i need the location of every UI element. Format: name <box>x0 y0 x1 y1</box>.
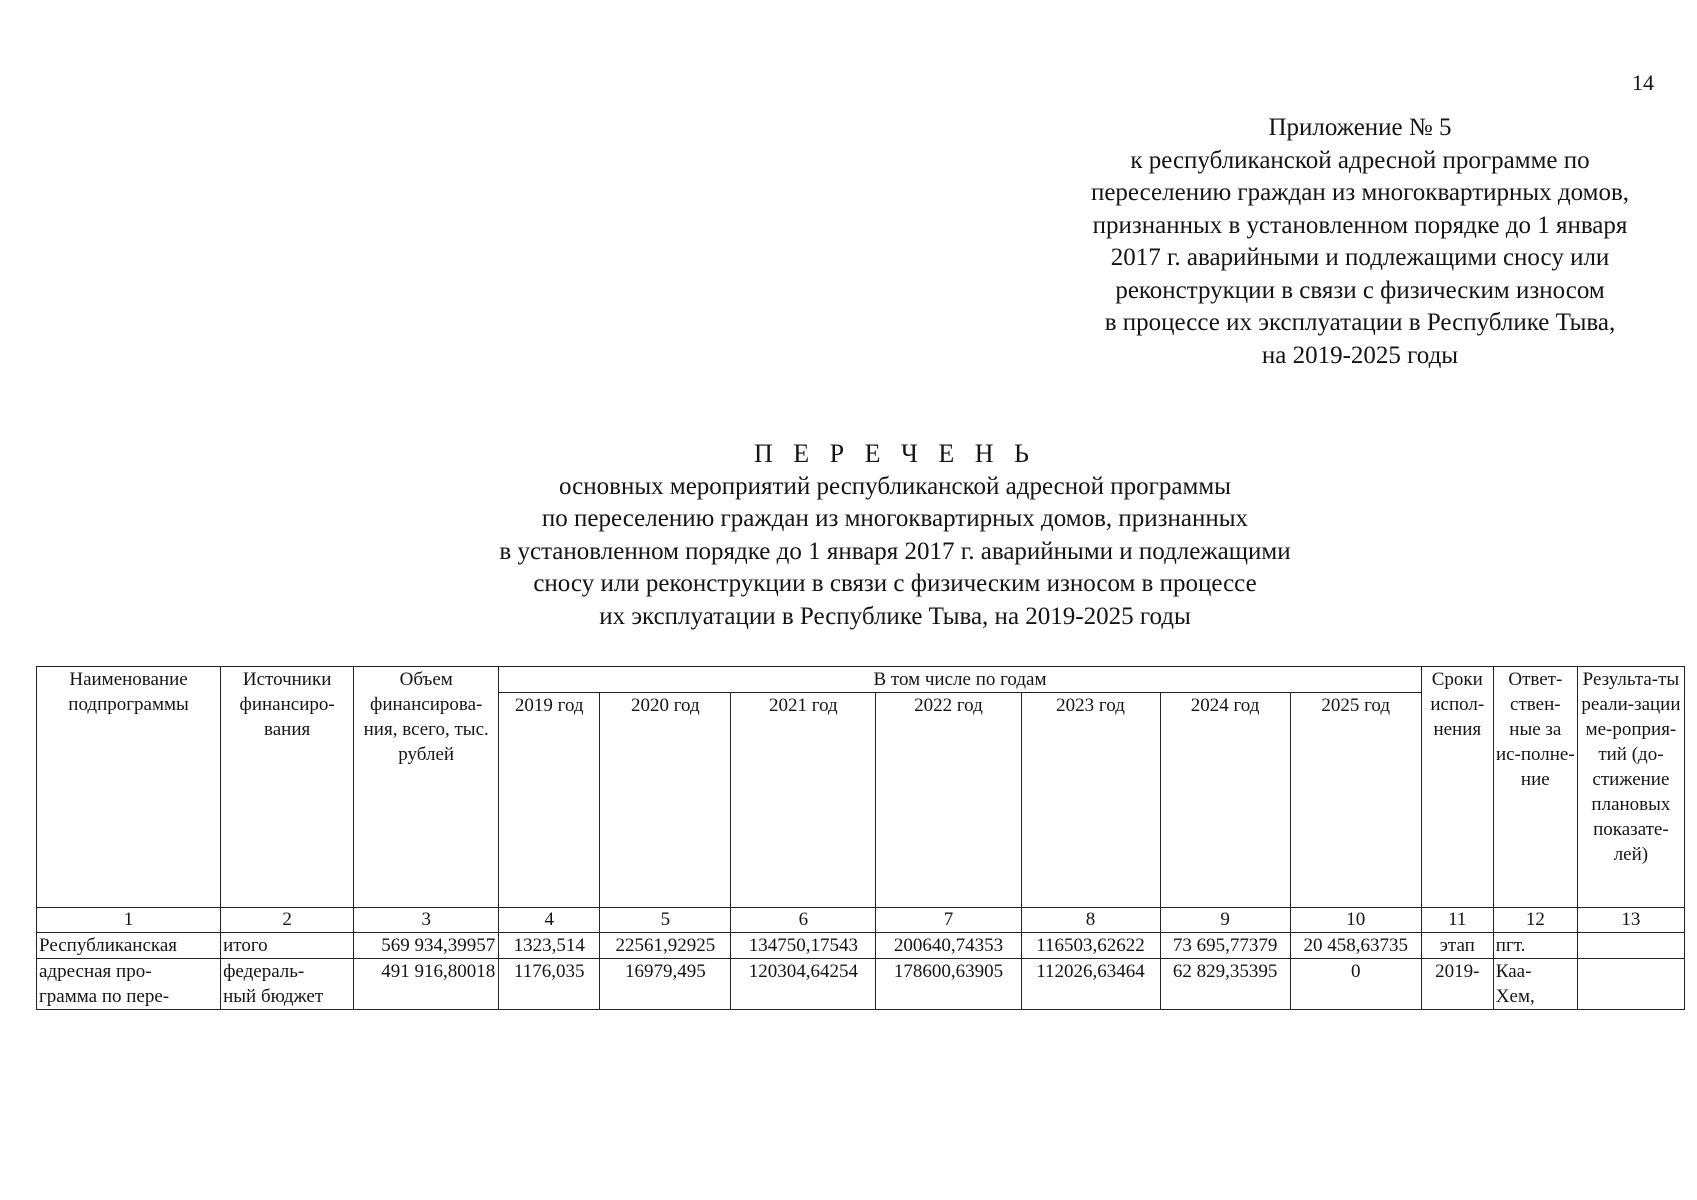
appendix-line: переселению граждан из многоквартирных домов, <box>1090 179 1630 206</box>
column-number: 7 <box>876 908 1021 933</box>
cell-year-value: 1323,514 <box>499 933 600 959</box>
header-responsible: Ответ-ствен-ные за ис-полне-ние <box>1493 667 1577 908</box>
cell-result <box>1577 959 1684 985</box>
appendix-line: на 2019-2025 годы <box>1261 341 1459 369</box>
header-by-years: В том числе по годам <box>499 667 1422 693</box>
cell-year-value: 20 458,63735 <box>1290 933 1421 959</box>
appendix-line: к республиканской адресной программе по <box>1130 146 1590 174</box>
column-number: 1 <box>37 908 221 933</box>
header-deadlines: Сроки испол-нения <box>1421 667 1493 908</box>
table-row <box>37 933 1685 959</box>
appendix-line: 2017 г. аварийными и подлежащими сносу или <box>1110 244 1610 271</box>
cell-total <box>354 984 499 1010</box>
column-number: 4 <box>499 908 600 933</box>
cell-year-value: 134750,17543 <box>731 933 876 959</box>
cell-result <box>1577 933 1684 959</box>
column-number-row <box>37 908 1685 933</box>
appendix-line: реконструкции в связи с физическим износом <box>1115 276 1605 304</box>
measures-table <box>36 666 1685 1010</box>
cell-source: итого <box>221 933 354 959</box>
appendix-line: признанных в установленном порядке до 1 января <box>1092 211 1628 239</box>
cell-year-value: 62 829,35395 <box>1160 959 1290 985</box>
table-row <box>37 959 1685 985</box>
header-year: 2025 год <box>1290 693 1421 908</box>
cell-responsible: Каа- <box>1493 959 1577 985</box>
cell-deadline: этап <box>1421 933 1493 959</box>
header-sources: Источники финансиро-вания <box>221 667 354 908</box>
title-line: основных мероприятий республиканской адресной программы <box>559 472 1231 500</box>
header-year: 2023 год <box>1021 693 1160 908</box>
cell-responsible: Хем, <box>1493 984 1577 1010</box>
appendix-line: в процессе их эксплуатации в Республике Тыва, <box>1104 309 1616 336</box>
cell-deadline: 2019- <box>1421 959 1493 985</box>
cell-year-value <box>600 984 731 1010</box>
title-line: их эксплуатации в Республике Тыва, на 2019-2025 годы <box>599 602 1191 630</box>
cell-year-value <box>876 984 1021 1010</box>
cell-total: 569 934,39957 <box>354 933 499 959</box>
cell-year-value <box>1290 984 1421 1010</box>
cell-year-value: 22561,92925 <box>600 933 731 959</box>
column-number: 10 <box>1290 908 1421 933</box>
title-line: по переселению граждан из многоквартирных домов, признанных <box>541 505 1249 532</box>
header-row-1 <box>37 667 1685 693</box>
column-number: 13 <box>1577 908 1684 933</box>
cell-name: Республиканская <box>37 933 221 959</box>
cell-year-value <box>1021 984 1160 1010</box>
cell-year-value: 1176,035 <box>499 959 600 985</box>
cell-year-value: 112026,63464 <box>1021 959 1160 985</box>
cell-total: 491 916,80018 <box>354 959 499 985</box>
page-number: 14 <box>1632 70 1654 95</box>
header-year: 2022 год <box>876 693 1021 908</box>
column-number: 6 <box>731 908 876 933</box>
title-line: сносу или реконструкции в связи с физическим износом в процессе <box>533 570 1257 597</box>
header-year: 2020 год <box>600 693 731 908</box>
title-line: в установленном порядке до 1 января 2017 г. аварийными и подлежащими <box>499 537 1291 565</box>
header-volume: Объем финансирова-ния, всего, тыс. рублей <box>354 667 499 908</box>
document-title <box>395 438 1395 633</box>
appendix-header <box>1040 112 1680 372</box>
cell-year-value <box>499 984 600 1010</box>
cell-deadline <box>1421 984 1493 1010</box>
header-name: Наименование подпрограммы <box>37 667 221 908</box>
column-number: 8 <box>1021 908 1160 933</box>
column-number: 2 <box>221 908 354 933</box>
cell-year-value: 16979,495 <box>600 959 731 985</box>
cell-source: федераль- <box>221 959 354 985</box>
column-number: 3 <box>354 908 499 933</box>
cell-year-value <box>1160 984 1290 1010</box>
table-row <box>37 984 1685 1010</box>
cell-year-value: 178600,63905 <box>876 959 1021 985</box>
cell-year-value: 116503,62622 <box>1021 933 1160 959</box>
column-number: 9 <box>1160 908 1290 933</box>
header-year: 2024 год <box>1160 693 1290 908</box>
cell-name: адресная про- <box>37 959 221 985</box>
header-year: 2019 год <box>499 693 600 908</box>
column-number: 12 <box>1493 908 1577 933</box>
cell-year-value: 0 <box>1290 959 1421 985</box>
cell-result <box>1577 984 1684 1010</box>
header-results: Результа-ты реали-зации ме-роприя-тий (до-стижение плановых показате-лей) <box>1577 667 1684 908</box>
appendix-line: Приложение № 5 <box>1268 114 1452 141</box>
column-number: 5 <box>600 908 731 933</box>
cell-year-value: 200640,74353 <box>876 933 1021 959</box>
cell-year-value <box>731 984 876 1010</box>
cell-year-value: 120304,64254 <box>731 959 876 985</box>
cell-responsible: пгт. <box>1493 933 1577 959</box>
cell-source: ный бюджет <box>221 984 354 1010</box>
cell-year-value: 73 695,77379 <box>1160 933 1290 959</box>
cell-name: грамма по пере- <box>37 984 221 1010</box>
header-year: 2021 год <box>731 693 876 908</box>
column-number: 11 <box>1421 908 1493 933</box>
title-heading: П Е Р Е Ч Е Н Ь <box>754 439 1036 468</box>
